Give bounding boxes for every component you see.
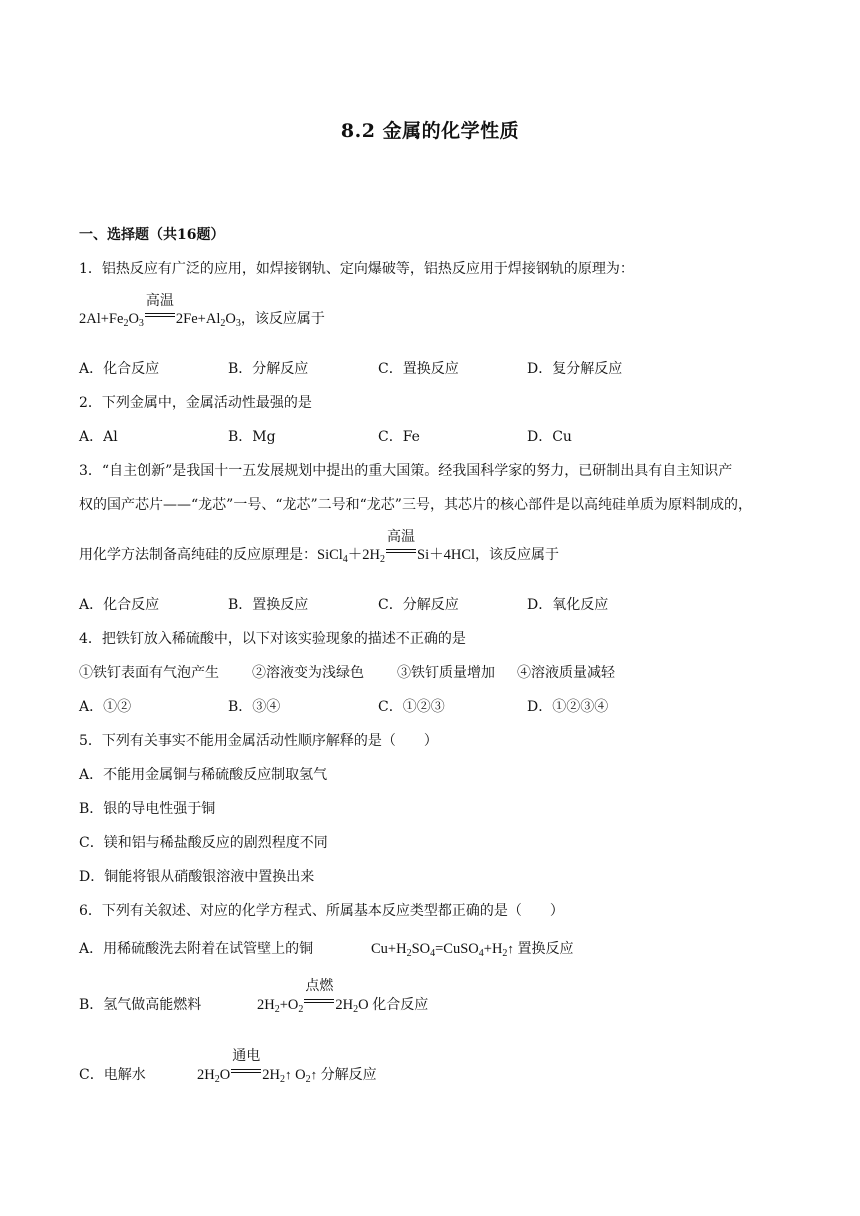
q1-option-c[interactable]: C．置换反应 (378, 361, 459, 377)
q4-fact-2: ②溶液变为浅绿色 (252, 665, 364, 681)
q2-stem: 2．下列金属中，金属活动性最强的是 (79, 395, 312, 411)
condition-mark: 高温 (386, 547, 416, 559)
q6-option-c[interactable]: C．电解水 (79, 1067, 146, 1083)
q5-option-b[interactable]: B．银的导电性强于铜 (79, 801, 216, 817)
q2-option-d[interactable]: D．Cu (527, 429, 572, 445)
q1-option-a[interactable]: A．化合反应 (79, 361, 160, 377)
q3-option-d[interactable]: D．氧化反应 (527, 597, 609, 613)
q4-option-a[interactable]: A．①② (79, 699, 132, 715)
q4-option-d[interactable]: D．①②③④ (527, 699, 609, 715)
q1-stem: 1．铝热反应有广泛的应用，如焊接钢轨、定向爆破等，铝热反应用于焊接钢轨的原理为： (79, 261, 634, 277)
q6-option-b[interactable]: B．氢气做高能燃料 (79, 997, 202, 1013)
q4-option-c[interactable]: C．①②③ (378, 699, 445, 715)
q3-option-c[interactable]: C．分解反应 (378, 597, 459, 613)
q4-fact-1: ①铁钉表面有气泡产生 (79, 665, 219, 681)
q1-option-b[interactable]: B．分解反应 (228, 361, 309, 377)
q3-option-a[interactable]: A．化合反应 (79, 597, 160, 613)
condition-mark: 高温 (145, 311, 175, 323)
condition-mark: 通电 (231, 1067, 261, 1079)
q5-stem: 5．下列有关事实不能用金属活动性顺序解释的是（ ） (79, 733, 438, 749)
page-title: 8.2 金属的化学性质 (340, 120, 520, 142)
q5-option-c[interactable]: C．镁和铝与稀盐酸反应的剧烈程度不同 (79, 835, 328, 851)
q4-option-b[interactable]: B．③④ (228, 699, 281, 715)
q2-option-b[interactable]: B．Mg (228, 429, 276, 445)
q4-stem: 4．把铁钉放入稀硫酸中，以下对该实验现象的描述不正确的是 (79, 631, 466, 647)
section-heading: 一、选择题（共16题） (79, 227, 225, 243)
q3-option-b[interactable]: B．置换反应 (228, 597, 309, 613)
q5-option-d[interactable]: D．铜能将银从硝酸银溶液中置换出来 (79, 869, 315, 885)
q3-line-3: 用化学方法制备高纯硅的反应原理是：$SiCl_4+2H_2$ 高温 Si＋4HCl，该反应属于 (79, 529, 560, 565)
q4-fact-3: ③铁钉质量增加 (397, 665, 495, 681)
q5-option-a[interactable]: A．不能用金属铜与稀硫酸反应制取氢气 (79, 767, 328, 783)
q1-equation: $2Al+Fe_2O_3$ 高温 $2Fe+Al_2O_3$，该反应属于 (79, 293, 325, 329)
q2-option-a[interactable]: A．Al (79, 429, 118, 445)
q6-option-b-equation: $2H_2+O_2$ 点燃 $2H_2O$ 化合反应 (257, 979, 429, 1015)
q6-option-a-equation: $Cu+H_2SO_4=CuSO_4+H_2↑$ 置换反应 (371, 941, 574, 959)
q4-fact-4: ④溶液质量减轻 (517, 665, 615, 681)
q1-option-d[interactable]: D．复分解反应 (527, 361, 623, 377)
q3-line-1: 3．“自主创新”是我国十一五发展规划中提出的重大国策。经我国科学家的努力，已研制出具有自主知识产 (79, 463, 733, 479)
condition-mark: 点燃 (304, 997, 334, 1009)
q3-line-2: 权的国产芯片——“龙芯”一号、“龙芯”二号和“龙芯”三号，其芯片的核心部件是以高纯硅单质为原料制成的， (79, 497, 752, 513)
q6-option-c-equation: $2H_2O$ 通电 $2H_2↑$ $O_2↑$ 分解反应 (197, 1049, 377, 1085)
q6-stem: 6．下列有关叙述、对应的化学方程式、所属基本反应类型都正确的是（ ） (79, 903, 564, 919)
q6-option-a[interactable]: A．用稀硫酸洗去附着在试管壁上的铜 (79, 941, 314, 957)
q2-option-c[interactable]: C．Fe (378, 429, 420, 445)
